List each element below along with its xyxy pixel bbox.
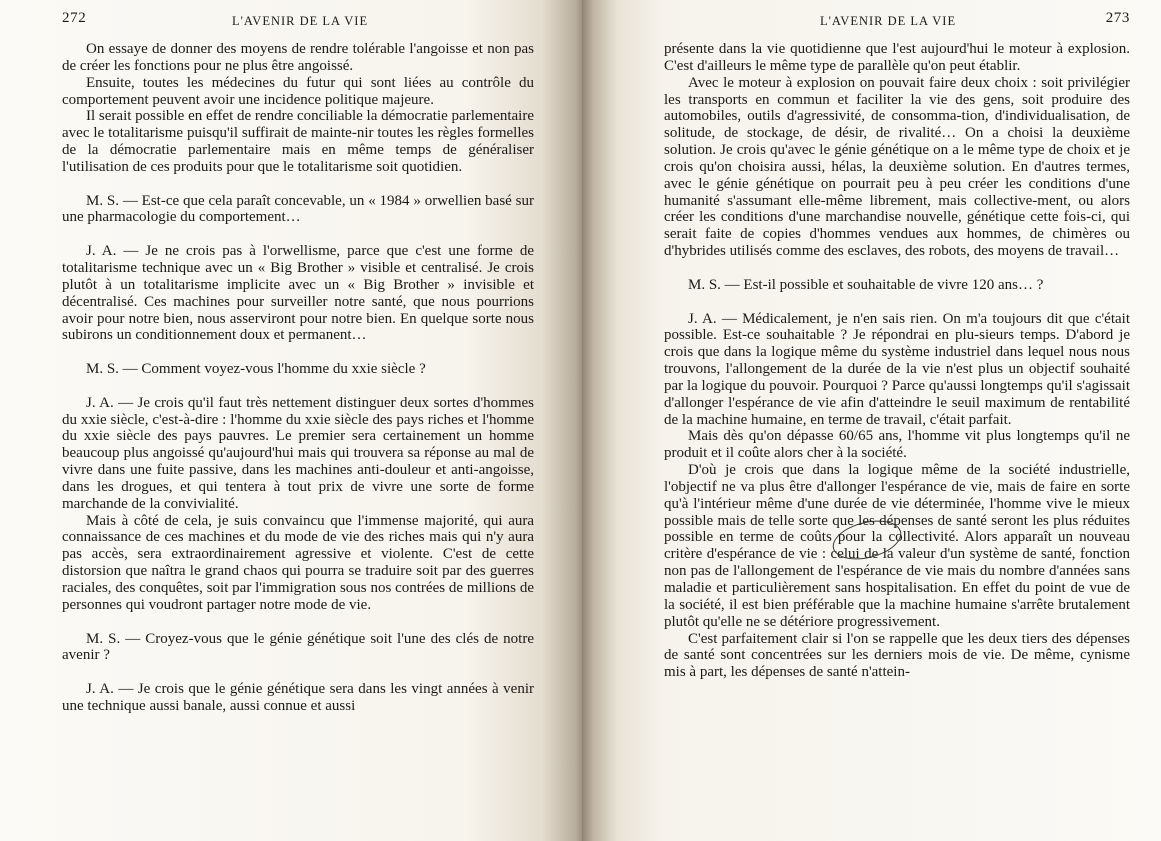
right-page-header — [664, 8, 1130, 32]
interviewee-answer: J. A. — Je ne crois pas à l'orwellisme, parce que c'est une forme de totalitarisme technique avec un « Big Brother » visible et centralisé. Je crois plutôt à un totalitarisme implicite avec un « Big Brother » invisible et décentralisé. Ces machines pour surveiller notre santé, que nous pourrions avoir pour notre bien, nous asserviront pour notre bien. En quelque sorte nous subirons un conditionnement doux et permanent… — [62, 243, 534, 344]
right-page-number: 273 — [1105, 10, 1130, 26]
interviewee-answer: J. A. — Je crois qu'il faut très nettement distinguer deux sortes d'hommes du xxie siècle, c'est-à-dire : l'homme du xxie siècle des pays riches et l'homme du xxie siècle des pays pauvres. Le premier sera certainement un homme beaucoup plus angoissé qu'aujourd'hui mais qui trouvera sa réponse au mal de vivre dans une fuite passive, dans les machines anti-douleur et anti-angoisse, dans les drogues, et qui tentera à tout prix de vivre une sorte de forme marchande de la convivialité. — [62, 394, 534, 512]
left-page-number: 272 — [62, 10, 87, 26]
paragraph: présente dans la vie quotidienne que l'est aujourd'hui le moteur à explosion. C'est d'ailleurs le même type de parallèle qu'on peut établir. — [664, 41, 1130, 74]
paragraph: Avec le moteur à explosion on pouvait faire deux choix : soit privilégier les transports en commun et faciliter la vie des gens, soit produire des automobiles, outils d'agressivité, de consomma-tion, d'individualisation, de solitude, de stockage, de désir, de rivalité… On a choisi la deuxième solution. Je crois qu'avec le génie génétique on a le même type de choix et je crois qu'on choisira aussi, hélas, la deuxième solution. En d'autres termes, avec le génie génétique on pourrait peu à peu créer les conditions d'une humanité s'assumant elle-même librement, mais collective-ment, ou alors créer les conditions d'une marchandise nouvelle, génétique cette fois-ci, qui serait faite de copies d'hommes vendues aux hommes, de chimères ou d'hybrides utilisés comme des esclaves, des robots, des moyens de travail… — [664, 74, 1130, 260]
interviewer-question: M. S. — Croyez-vous que le génie génétique soit l'une des clés de notre avenir ? — [62, 630, 534, 664]
interviewer-question: M. S. — Est-il possible et souhaitable de vivre 120 ans… ? — [688, 276, 1044, 293]
right-running-title: L'AVENIR DE LA VIE — [820, 14, 957, 28]
right-page — [582, 0, 1161, 841]
paragraph: Il serait possible en effet de rendre conciliable la démocratie parlementaire avec le totalitarisme puisqu'il suffirait de mainte-nir toutes les règles formelles de la démocratie parlementaire mais en même temps de généraliser l'utilisation de ces produits pour que le totalitarisme soit quotidien. — [62, 108, 534, 175]
paragraph: Mais dès qu'on dépasse 60/65 ans, l'homme vit plus longtemps qu'il ne produit et il coûte alors cher à la société. — [664, 428, 1130, 462]
paragraph: Ensuite, toutes les médecines du futur qui sont liées au contrôle du comportement peuvent avoir une incidence politique majeure. — [62, 74, 534, 108]
paragraph: Mais à côté de cela, je suis convaincu que l'immense majorité, qui aura connaissance de ces machines et du mode de vie des riches mais qui n'y aura pas accès, sera extraordinairement agressive et violente. C'est de cette distorsion que naîtra le grand chaos qui pourra se traduire soit par des guerres raciales, des conquêtes, soit par l'immigration sous nos contrées de millions de personnes qui voudront partager notre mode de vie. — [62, 512, 534, 613]
paragraph: C'est parfaitement clair si l'on se rappelle que les deux tiers des dépenses de santé sont concentrées sur les derniers mois de vie. De même, cynisme mis à part, les dépenses de santé n'attein- — [664, 630, 1130, 681]
left-page-header — [62, 8, 534, 32]
interviewee-answer: J. A. — Je crois que le génie génétique sera dans les vingt années à venir une technique aussi banale, aussi connue et aussi — [62, 681, 534, 714]
interviewer-question: M. S. — Est-ce que cela paraît concevable, un « 1984 » orwellien basé sur une pharmacologie du comportement… — [62, 192, 534, 226]
left-page-body — [62, 41, 534, 715]
paragraph: On essaye de donner des moyens de rendre tolérable l'angoisse et non pas de créer les fonctions pour ne plus être angoissé. — [62, 41, 534, 74]
left-running-title: L'AVENIR DE LA VIE — [232, 14, 369, 28]
interviewer-question: M. S. — Comment voyez-vous l'homme du xxie siècle ? — [86, 361, 426, 378]
interviewee-answer: J. A. — Médicalement, je n'en sais rien. On m'a toujours dit que c'était possible. Est-ce souhaitable ? Je répondrai en plu-sieurs temps. D'abord je crois que dans la logique même du système industriel dans lequel nous nous trouvons, l'allongement de la durée de la vie n'est plus un objectif souhaité par la logique du pouvoir. Pourquoi ? Parce qu'aussi longtemps qu'il s'agissait d'allonger l'espérance de vie afin d'atteindre le seuil maximum de rentabilité de la machine humaine, en terme de travail, c'était parfait. — [664, 310, 1130, 428]
paragraph: D'où je crois que dans la logique même de la société industrielle, l'objectif ne va plus être d'allonger l'espérance de vie, mais de faire en sorte qu'à l'intérieur même d'une durée de vie déterminée, l'homme vive le mieux possible mais de telle sorte que les dépenses de santé seront les plus réduites possible en terme de coûts pour la collectivité. Alors apparaît un nouveau critère d'espérance de vie : celui de la valeur d'un système de santé, fonction non pas de l'allongement de l'espérance de vie mais du nombre d'années sans maladie et particulièrement sans hospitalisation. En effet du point de vue de la société, il est bien préférable que la machine humaine s'arrête brutalement plutôt qu'elle ne se détériore progressivement. — [664, 462, 1130, 630]
right-page-body — [664, 41, 1130, 681]
